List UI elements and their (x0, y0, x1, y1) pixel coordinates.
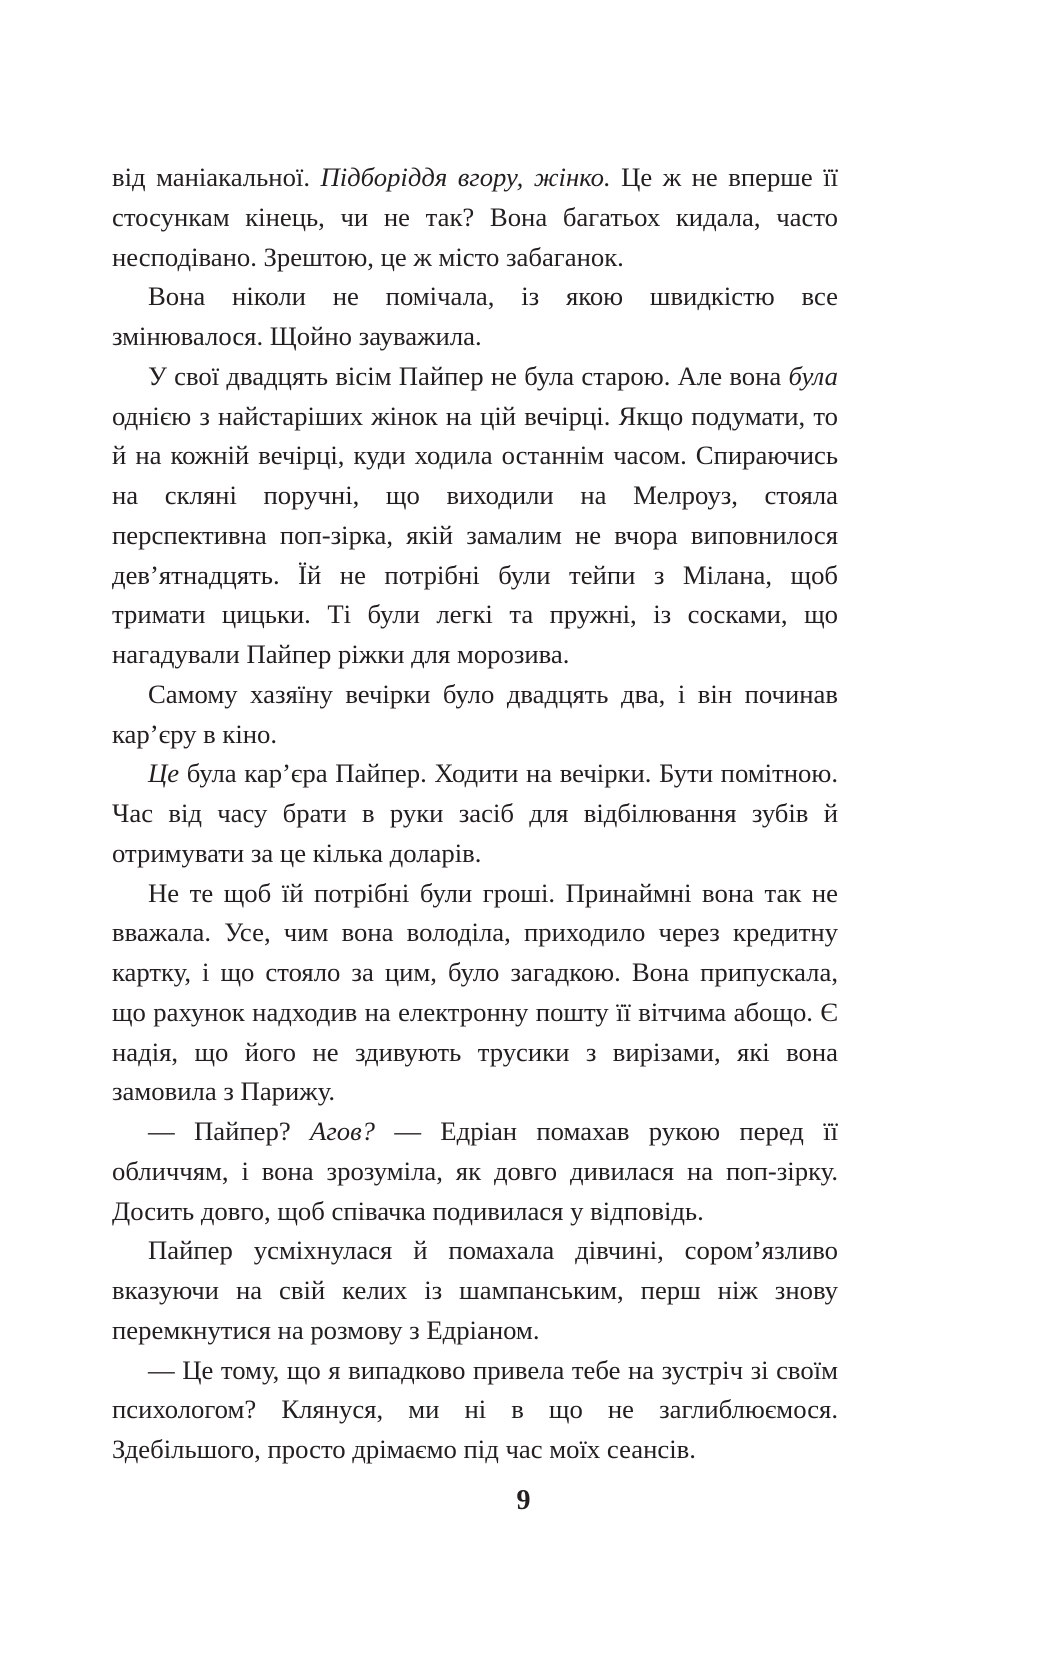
italic-segment: Підборіддя вгору, жінко. (320, 162, 611, 192)
paragraph-5 (112, 754, 838, 873)
text-segment: Вона ніколи не помічала, із якою швидкістю все змінювалося. Щойно зауважила. (112, 281, 838, 351)
italic-segment: Агов? (310, 1116, 376, 1146)
page-number: 9 (516, 1485, 531, 1516)
text-segment: — Едріан помахав рукою перед її обличчям, і вона зрозуміла, як довго дивилася на поп-зірку. Досить довго, щоб співачка подивилася у відповідь. (112, 1116, 838, 1226)
paragraph-3 (112, 357, 838, 675)
paragraph-6 (112, 874, 838, 1113)
italic-segment: була (788, 360, 838, 391)
paragraph-1 (112, 158, 838, 277)
italic-segment: Це (148, 758, 180, 789)
text-segment: однією з найстаріших жінок на цій вечірці. Якщо подумати, то й на кожній вечірці, куди ходила останнім часом. Спираючись на скляні поручні, що виходили на Мелроуз, стояла перспективна поп-зірка, якій замалим не вчора виповнилося дев’ятнадцять. Їй не потрібні були тейпи з Мілана, щоб тримати цицьки. Ті були легкі та пружні, із сосками, що нагадували Пайпер ріжки для морозива. (112, 400, 838, 669)
text-segment: Це ж не вперше її стосункам кінець, чи не так? Вона багатьох кидала, часто несподівано. Зрештою, це ж місто забаганок. (112, 162, 839, 272)
paragraph-7 (112, 1112, 838, 1231)
text-segment: — Це тому, що я випадково привела тебе на зустріч зі своїм психологом? Клянуся, ми ні в що не заглиблюємося. Здебільшого, просто дрімаємо під час моїх сеансів. (112, 1354, 838, 1464)
text-segment: Не те щоб їй потрібні були гроші. Принаймні вона так не вважала. Усе, чим вона володіла, приходило через кредитну картку, і що стояло за цим, було загадкою. Вона припускала, що рахунок надходив на електронну пошту її вітчима абощо. Є надія, що його не здивують трусики з вирізами, які вона замовила з Парижу. (112, 877, 838, 1107)
text-segment: була кар’єра Пайпер. Ходити на вечірки. Бути помітною. Час від часу брати в руки засіб для відбілювання зубів й отримувати за це кілька доларів. (112, 758, 838, 868)
paragraph-9 (112, 1351, 838, 1470)
text-segment: У свої двадцять вісім Пайпер не була старою. Але вона (148, 360, 789, 391)
paragraph-8 (112, 1231, 838, 1350)
paragraph-2 (112, 277, 838, 357)
text-segment: від маніакальної. (112, 162, 321, 192)
text-segment: — Пайпер? (148, 1116, 311, 1146)
text-segment: Самому хазяїну вечірки було двадцять два, і він починав кар’єру в кіно. (112, 678, 838, 749)
paragraph-4 (112, 675, 838, 755)
body-text (112, 158, 838, 1470)
text-segment: Пайпер усміхнулася й помахала дівчині, сором’язливо вказуючи на свій келих із шампанським, перш ніж знову перемкнутися на розмову з Едріаном. (112, 1235, 838, 1345)
